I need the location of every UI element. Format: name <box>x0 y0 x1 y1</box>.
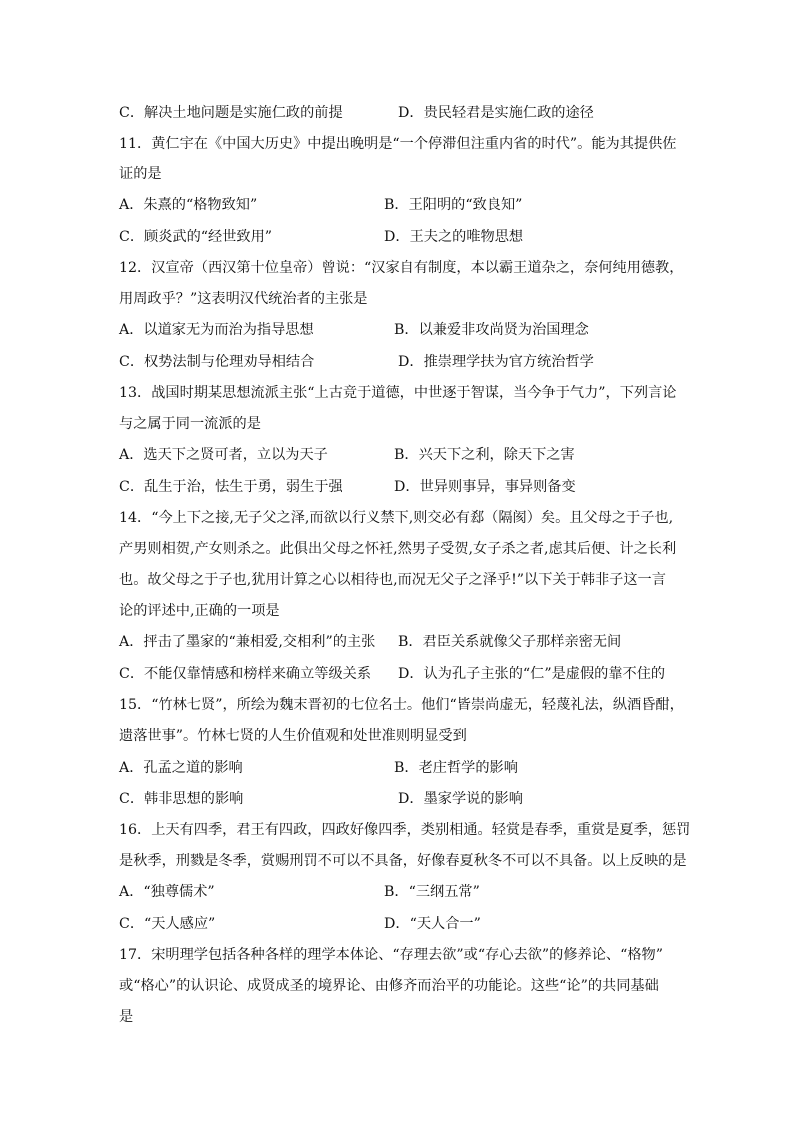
q14-stem-line-1: 14．“今上下之接,无子父之泽,而欲以行义禁下,则交必有郄（隔阂）矣。且父母之于子也, <box>119 510 674 526</box>
q11-stem-line-1: 11．黄仁宇在《中国大历史》中提出晚明是“一个停滞但注重内省的时代”。能为其提供佐 <box>119 136 677 152</box>
q11-stem-line-2: 证的是 <box>119 166 162 182</box>
q13-option-b: B．兴天下之利，除天下之害 <box>394 447 575 463</box>
q17-stem-line-3: 是 <box>119 1009 134 1025</box>
q16-stem-line-1: 16．上天有四季，君王有四政，四政好像四季，类别相通。轻赏是春季，重赏是夏季，惩罚 <box>119 822 691 838</box>
q13-option-c: C．乱生于治，怯生于勇，弱生于强 <box>119 479 343 495</box>
q16-option-d: D．“天人合一” <box>384 916 481 932</box>
q16-option-c: C．“天人感应” <box>119 916 216 932</box>
q10-option-c: C．解决土地问题是实施仁政的前提 <box>119 105 343 121</box>
q17-stem-line-1: 17．宋明理学包括各种各样的理学本体论、“存理去欲”或“存心去欲”的修养论、“格物” <box>119 947 663 963</box>
q14-stem-line-4: 论的评述中,正确的一项是 <box>119 603 280 619</box>
q11-option-a: A．朱熹的“格物致知” <box>119 197 258 213</box>
q15-stem-line-1: 15．“竹林七贤”，所绘为魏末晋初的七位名士。他们“皆崇尚虚无，轻蔑礼法，纵酒昏酣， <box>119 697 684 713</box>
q12-option-a: A．以道家无为而治为指导思想 <box>119 322 314 338</box>
q13-option-d: D．世异则事异，事异则备变 <box>394 479 576 495</box>
q14-option-b: B．君臣关系就像父子那样亲密无间 <box>398 634 622 650</box>
q11-option-d: D．王夫之的唯物思想 <box>384 229 524 245</box>
q14-stem-line-3: 也。故父母之于子也,犹用计算之心以相待也,而况无父子之泽乎!”以下关于韩非子这一言 <box>119 572 666 588</box>
q14-option-d: D．认为孔子主张的“仁”是虚假的靠不住的 <box>398 666 666 682</box>
q15-option-a: A．孔孟之道的影响 <box>119 760 243 776</box>
q12-option-d: D．推崇理学扶为官方统治哲学 <box>398 354 594 370</box>
q17-stem-line-2: 或“格心”的认识论、成贤成圣的境界论、由修齐而治平的功能论。这些“论”的共同基础 <box>119 978 659 994</box>
q13-stem-line-2: 与之属于同一流派的是 <box>119 416 261 432</box>
q12-stem-line-2: 用周政乎？”这表明汉代统治者的主张是 <box>119 291 368 307</box>
q13-stem-line-1: 13．战国时期某思想流派主张“上古竞于道德，中世逐于智谋，当今争于气力”，下列言论 <box>119 385 677 401</box>
q14-option-a: A．抨击了墨家的“兼相爱,交相利”的主张 <box>119 634 376 650</box>
q12-stem-line-1: 12．汉宣帝（西汉第十位皇帝）曾说：“汉家自有制度，本以霸王道杂之，奈何纯用德教， <box>119 260 684 276</box>
q14-option-c: C．不能仅靠情感和榜样来确立等级关系 <box>119 666 372 682</box>
q15-option-c: C．韩非思想的影响 <box>119 791 244 807</box>
q13-option-a: A．选天下之贤可者，立以为天子 <box>119 447 328 463</box>
q15-option-b: B．老庄哲学的影响 <box>394 760 518 776</box>
q16-option-a: A．“独尊儒术” <box>119 884 215 900</box>
q16-stem-line-2: 是秋季，刑戮是冬季，赏赐刑罚不可以不具备，好像春夏秋冬不可以不具备。以上反映的是 <box>119 853 687 869</box>
q11-option-c: C．顾炎武的“经世致用” <box>119 229 273 245</box>
q12-option-b: B．以兼爱非攻尚贤为治国理念 <box>394 322 589 338</box>
q14-stem-line-2: 产男则相贺,产女则杀之。此俱出父母之怀衽,然男子受贺,女子杀之者,虑其后便、计之长利 <box>119 541 677 557</box>
q10-option-d: D．贵民轻君是实施仁政的途径 <box>398 105 594 121</box>
q11-option-b: B．王阳明的“致良知” <box>384 197 523 213</box>
q16-option-b: B．“三纲五常” <box>384 884 480 900</box>
q15-option-d: D．墨家学说的影响 <box>398 791 523 807</box>
q12-option-c: C．权势法制与伦理劝导相结合 <box>119 354 315 370</box>
q15-stem-line-2: 遗落世事”。竹林七贤的人生价值观和处世准则明显受到 <box>119 728 467 744</box>
